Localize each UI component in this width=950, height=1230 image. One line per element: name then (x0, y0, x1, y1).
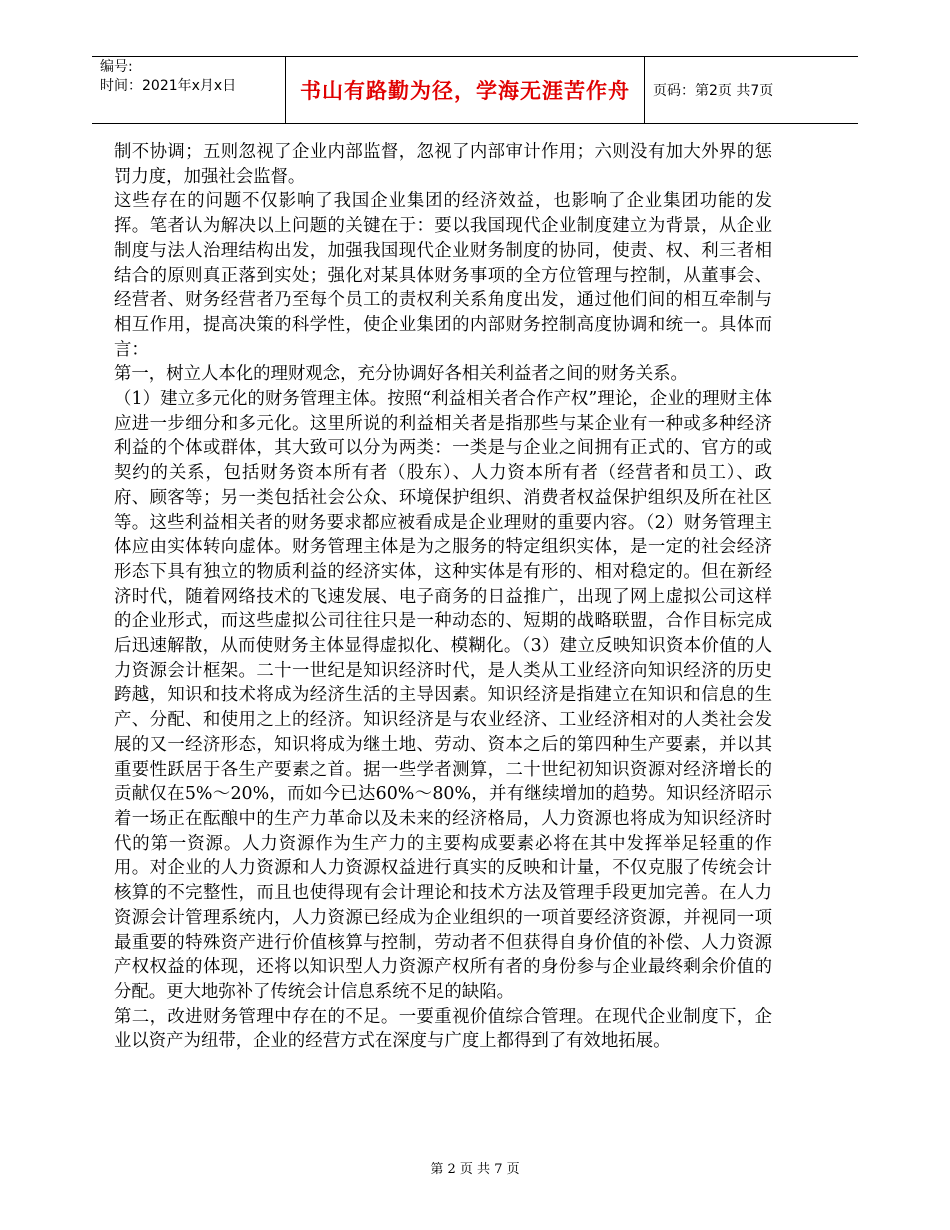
body-paragraph-1: 制不协调；五则忽视了企业内部监督，忽视了内部审计作用；六则没有加大外界的惩罚力度，加强社会监督。 (114, 142, 772, 187)
header-meta (92, 57, 285, 123)
body-paragraph-4: （1）建立多元化的财务管理主体。按照“利益相关者合作产权”理论，企业的理财主体应进一步细分和多元化。这里所说的利益相关者是指那些与某企业有一种或多种经济利益的个体或群体，其大致可以分为两类：一类是与企业之间拥有正式的、官方的或契约的关系，包括财务资本所有者（股东）、人力资本所有者（经营者和员工）、政府、顾客等；另一类包括社会公众、环境保护组织、消费者权益保护组织及所在社区等。这些利益相关者的财务要求都应被看成是企业理财的重要内容。（2）财务管理主体应由实体转向虚体。财务管理主体是为之服务的特定组织实体，是一定的社会经济形态下具有独立的物质利益的经济实体，这种实体是有形的、相对稳定的。但在新经济时代，随着网络技术的飞速发展、电子商务的日益推广，出现了网上虚拟公司这样的企业形式，而这些虚拟公司往往只是一种动态的、短期的战略联盟，合作目标完成后迅速解散，从而使财务主体显得虚拟化、模糊化。（3）建立反映知识资本价值的人力资源会计框架。二十一世纪是知识经济时代，是人类从工业经济向知识经济的历史跨越，知识和技术将成为经济生活的主导因素。知识经济是指建立在知识和信息的生产、分配、和使用之上的经济。知识经济是与农业经济、工业经济相对的人类社会发展的又一经济形态，知识将成为继土地、劳动、资本之后的第四种生产要素，并以其重要性跃居于各生产要素之首。据一些学者测算，二十世纪初知识资源对经济增长的贡献仅在5%～20%，而如今已达60%～80%，并有继续增加的趋势。知识经济昭示着一场正在酝酿中的生产力革命以及未来的经济格局，人力资源也将成为知识经济时代的第一资源。人力资源作为生产力的主要构成要素必将在其中发挥举足轻重的作用。对企业的人力资源和人力资源权益进行真实的反映和计量，不仅克服了传统会计核算的不完整性，而且也使得现有会计理论和技术方法及管理手段更加完善。在人力资源会计管理系统内，人力资源已经成为企业组织的一项首要经济资源，并视同一项最重要的特殊资产进行价值核算与控制，劳动者不但获得自身价值的补偿、人力资源产权权益的体现，还将以知识型人力资源产权所有者的身份参与企业最终剩余价值的分配。更大地弥补了传统会计信息系统不足的缺陷。 (114, 389, 772, 1002)
body-paragraph-2: 这些存在的问题不仅影响了我国企业集团的经济效益，也影响了企业集团功能的发挥。笔者认为解决以上问题的关键在于：要以我国现代企业制度建立为背景，从企业制度与法人治理结构出发，加强我国现代企业财务制度的协同，使责、权、利三者相结合的原则真正落到实处；强化对某具体财务事项的全方位管理与控制，从董事会、经营者、财务经营者乃至每个员工的责权利关系角度出发，通过他们间的相互牵制与相互作用，提高决策的科学性，使企业集团的内部财务控制高度协调和统一。具体而言： (114, 191, 772, 360)
page-header (92, 56, 858, 124)
document-body (114, 140, 772, 1054)
header-page-info: 页码：第2页 共7页 (653, 83, 774, 99)
body-paragraph-5: 第二，改进财务管理中存在的不足。一要重视价值综合管理。在现代企业制度下，企业以资产为纽带，企业的经营方式在深度与广度上都得到了有效地拓展。 (114, 1006, 772, 1052)
header-motto: 书山有路勤为径，学海无涯苦作舟 (285, 57, 645, 123)
body-paragraph-3: 第一，树立人本化的理财观念，充分协调好各相关利益者之间的财务关系。 (114, 364, 688, 385)
document-number-label: 编号: (100, 59, 133, 75)
page-footer: 第 2 页 共 7 页 (430, 1162, 520, 1177)
document-time-label: 时间：2021年x月x日 (100, 78, 237, 94)
